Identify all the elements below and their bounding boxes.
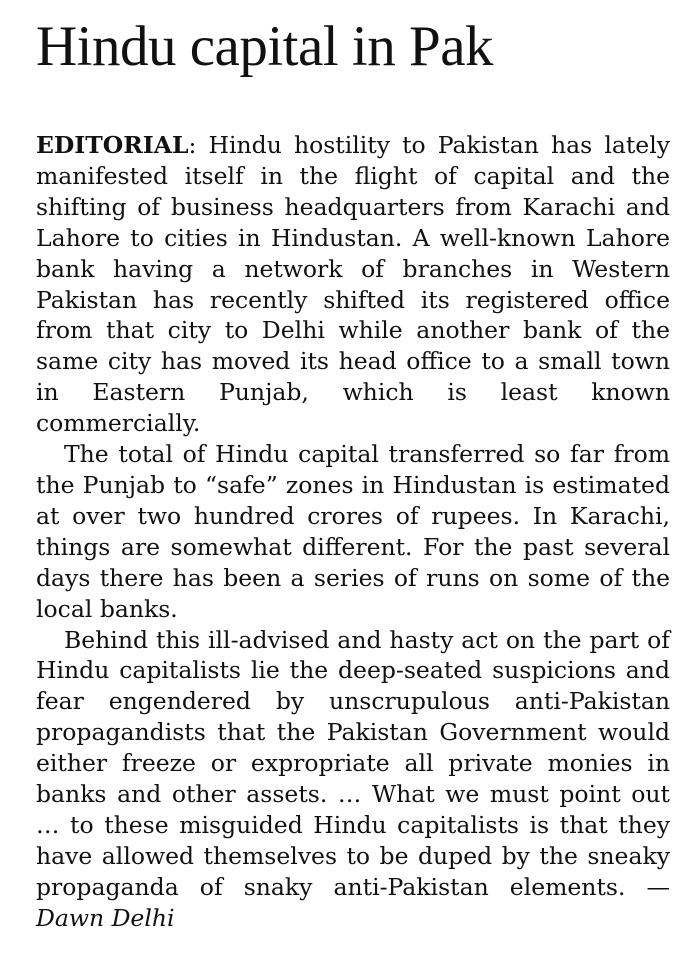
paragraph-1 bbox=[36, 130, 670, 439]
editorial-label: EDITORIAL bbox=[36, 131, 189, 159]
source-attribution: Dawn Delhi bbox=[36, 903, 175, 932]
paragraph-2: The total of Hindu capital transferred so far from the Punjab to “safe” zones in Hindustan is estimated at over two hundred crores of rupees. In Karachi, things are somewhat different. For the past several days there has been a series of runs on some of the local banks. bbox=[36, 440, 670, 623]
headline: Hindu capital in Pak bbox=[36, 15, 493, 78]
editorial-article bbox=[36, 130, 670, 934]
source-dash: — bbox=[625, 872, 670, 901]
paragraph-1-text: : Hindu hostility to Pakistan has lately manifested itself in the flight of capital and the shifting of business headquarters from Karachi and Lahore to cities in Hindustan. A well-known Lahore bank having a network of branches in Western Pakistan has recently shifted its registered office from that city to Delhi while another bank of the same city has moved its head office to a small town in Eastern Punjab, which is least known commercially. bbox=[36, 131, 670, 438]
paragraph-3 bbox=[36, 625, 670, 934]
paragraph-3-text: Behind this ill-advised and hasty act on the part of Hindu capitalists lie the deep-seated suspicions and fear engendered by unscrupulous anti-Pakistan propagandists that the Pakistan Government would either freeze or expropriate all private monies in banks and other assets. … What we must point out … to these misguided Hindu capitalists is that they have allowed themselves to be duped by the sneaky propaganda of snaky anti-Pakistan elements. bbox=[36, 625, 670, 901]
